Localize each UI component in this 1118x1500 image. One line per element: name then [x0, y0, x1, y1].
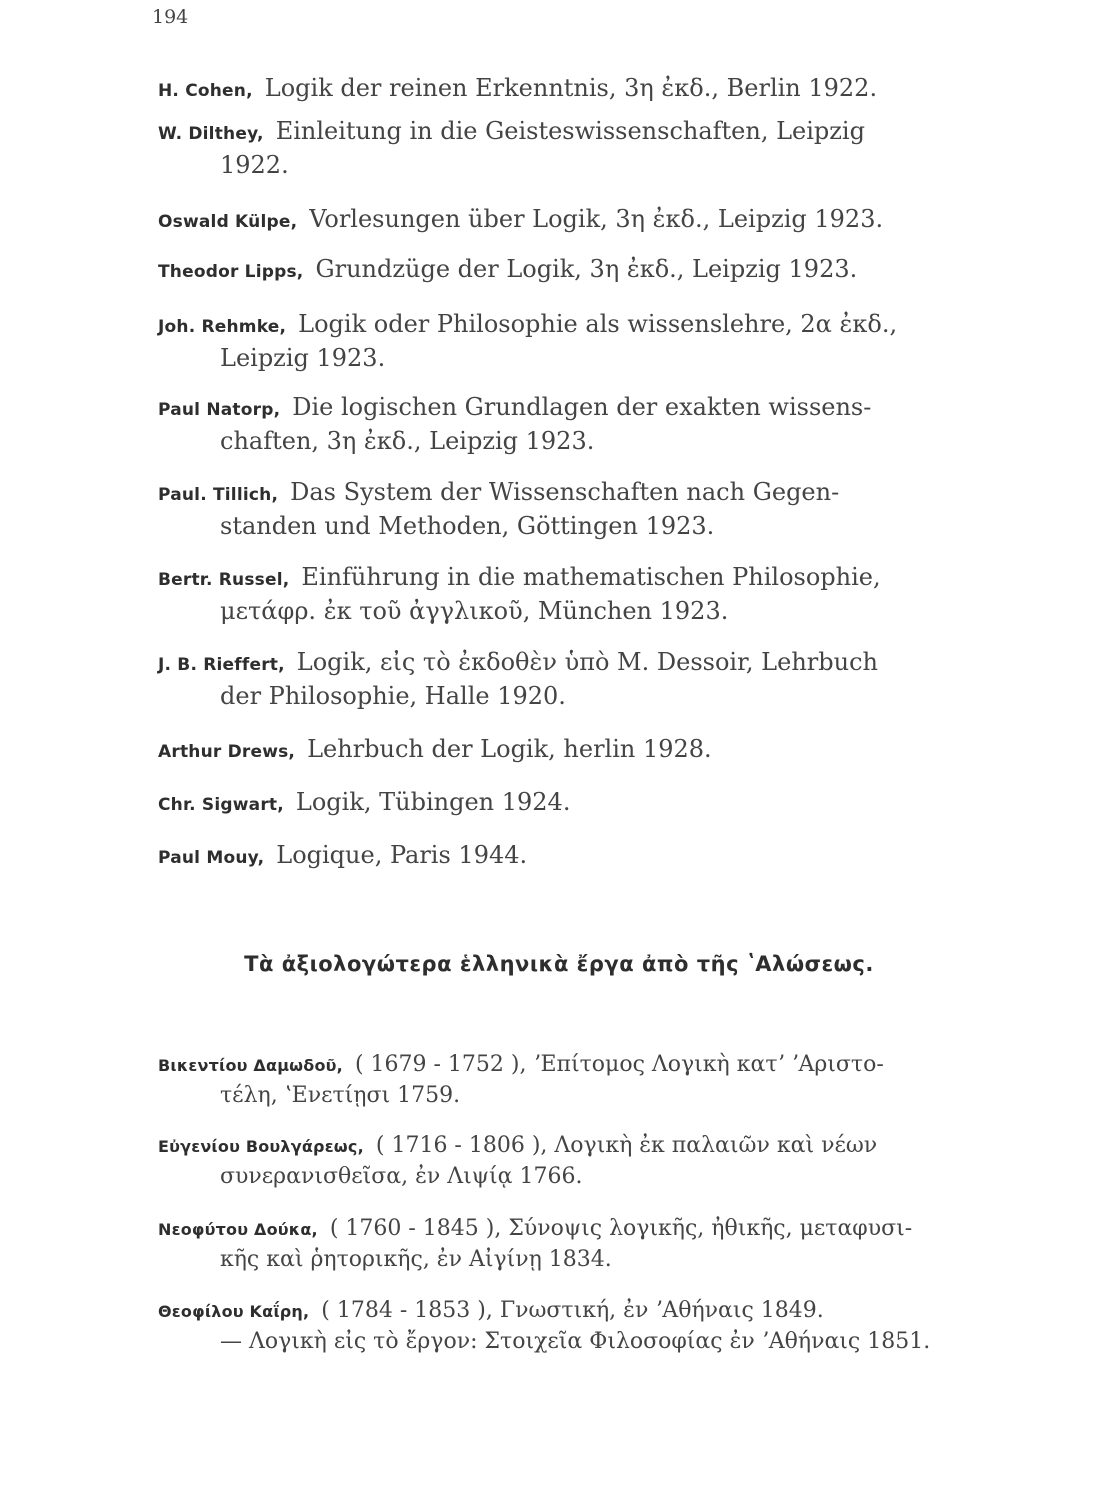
bibliography-entry: [158, 205, 1038, 233]
entry-continuation: συνερανισθεῖσα, ἐν Λιψίᾳ 1766.: [220, 1164, 583, 1189]
bibliography-entry: [158, 117, 1038, 179]
entry-author: Νεοφύτου Δούκα,: [158, 1220, 318, 1239]
entry-author: H. Cohen,: [158, 81, 253, 101]
bibliography-entry: [158, 563, 1038, 625]
entry-author: Oswald Külpe,: [158, 212, 298, 232]
section-heading: Τὰ ἀξιολογώτερα ἑλληνικὰ ἔργα ἀπὸ τῆς ʽΑλώσεως.: [244, 952, 874, 976]
entry-work: Vorlesungen über Logik, 3η ἐκδ., Leipzig 1923.: [309, 205, 884, 233]
entry-continuation: standen und Methoden, Göttingen 1923.: [220, 512, 715, 540]
bibliography-entry: [158, 841, 1038, 869]
entry-continuation: τέλη, ʽΕνετίῃσι 1759.: [220, 1083, 461, 1108]
entry-work: Grundzüge der Logik, 3η ἐκδ., Leipzig 1923.: [315, 255, 858, 283]
entry-work: Einführung in die mathematischen Philosophie,: [301, 563, 881, 591]
greek-bibliography-entry: [158, 1133, 1038, 1189]
entry-author: Joh. Rehmke,: [158, 317, 287, 337]
entry-work: Logik der reinen Erkenntnis, 3η ἐκδ., Berlin 1922.: [264, 74, 878, 102]
entry-author: Εὐγενίου Βουλγάρεως,: [158, 1137, 364, 1156]
entry-author: Arthur Drews,: [158, 742, 296, 762]
greek-bibliography-entry: [158, 1216, 1038, 1272]
entry-continuation: der Philosophie, Halle 1920.: [220, 682, 566, 710]
entry-work: Die logischen Grundlagen der exakten wissens-: [292, 393, 872, 421]
bibliography-entry: [158, 788, 1038, 816]
entry-continuation: κῆς καὶ ῥητορικῆς, ἐν Αἰγίνῃ 1834.: [220, 1247, 612, 1272]
greek-bibliography-entry: [158, 1298, 1038, 1354]
bibliography-entry: [158, 255, 1038, 283]
entry-work: ( 1716 - 1806 ), Λογικὴ ἐκ παλαιῶν καὶ νέων: [375, 1133, 878, 1158]
entry-author: Paul Natorp,: [158, 400, 281, 420]
bibliography-entry: [158, 393, 1038, 455]
bibliography-entry: [158, 648, 1038, 710]
entry-work: Logique, Paris 1944.: [276, 841, 528, 869]
entry-author: Paul. Tillich,: [158, 485, 279, 505]
entry-author: Bertr. Russel,: [158, 570, 290, 590]
bibliography-entry: [158, 74, 1038, 102]
entry-work: Logik, εἰς τὸ ἐκδοθὲν ὑπὸ M. Dessoir, Lehrbuch: [296, 648, 878, 676]
entry-work: Einleitung in die Geisteswissenschaften, Leipzig: [275, 117, 865, 145]
entry-continuation: chaften, 3η ἐκδ., Leipzig 1923.: [220, 427, 595, 455]
entry-continuation: μετάφρ. ἐκ τοῦ ἀγγλικοῦ, München 1923.: [220, 597, 729, 625]
entry-work: ( 1784 - 1853 ), Γνωστική, ἐν ʼΑθήναις 1849.: [321, 1298, 824, 1323]
entry-continuation: Leipzig 1923.: [220, 344, 386, 372]
entry-continuation: 1922.: [220, 151, 289, 179]
entry-continuation: — Λογικὴ εἰς τὸ ἔργον: Στοιχεῖα Φιλοσοφίας ἐν ʼΑθήναις 1851.: [220, 1329, 931, 1354]
entry-author: Βικεντίου Δαμωδοῦ,: [158, 1056, 343, 1075]
entry-author: Theodor Lipps,: [158, 262, 304, 282]
greek-bibliography-entry: [158, 1052, 1038, 1108]
entry-author: Chr. Sigwart,: [158, 795, 284, 815]
entry-work: Logik oder Philosophie als wissenslehre, 2α ἐκδ.,: [298, 310, 898, 338]
page-number: 194: [152, 6, 189, 28]
bibliography-entry: [158, 478, 1038, 540]
entry-author: Θεοφίλου Καΐρη,: [158, 1302, 310, 1321]
entry-author: Paul Mouy,: [158, 848, 265, 868]
entry-work: Das System der Wissenschaften nach Gegen-: [290, 478, 840, 506]
entry-work: Logik, Tübingen 1924.: [295, 788, 571, 816]
entry-author: W. Dilthey,: [158, 124, 264, 144]
entry-work: ( 1760 - 1845 ), Σύνοψις λογικῆς, ἠθικῆς, μεταφυσι-: [329, 1216, 913, 1241]
entry-work: Lehrbuch der Logik, herlin 1928.: [307, 735, 712, 763]
bibliography-entry: [158, 735, 1038, 763]
bibliography-entry: [158, 310, 1038, 372]
entry-author: J. B. Rieffert,: [158, 655, 285, 675]
entry-work: ( 1679 - 1752 ), ʼΕπίτομος Λογικὴ κατʼ ʼΑριστο-: [354, 1052, 884, 1077]
